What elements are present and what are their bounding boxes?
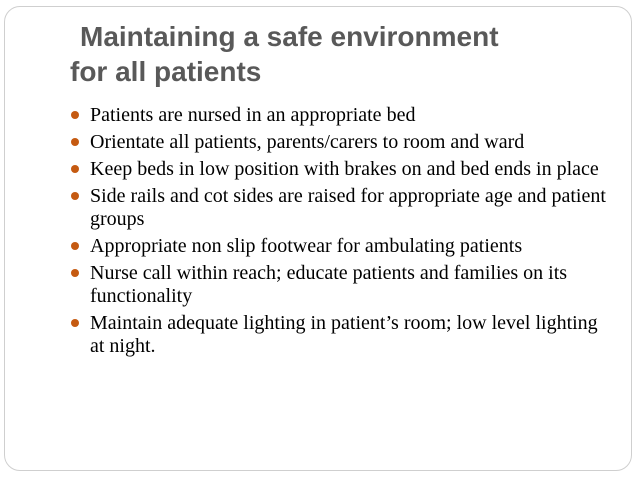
bullet-dot-icon xyxy=(71,242,79,250)
bullet-dot-icon xyxy=(71,165,79,173)
bullet-text: Side rails and cot sides are raised for appropriate age and patient groups xyxy=(90,185,606,230)
bullet-item xyxy=(70,131,610,154)
bullet-item xyxy=(70,235,610,258)
bullet-text: Nurse call within reach; educate patients and families on its functionality xyxy=(90,262,568,307)
slide-title xyxy=(70,19,600,89)
bullet-item xyxy=(70,312,610,358)
slide-title-line-2: for all patients xyxy=(70,56,262,87)
bullet-list xyxy=(70,104,610,362)
bullet-dot-icon xyxy=(71,111,79,119)
bullet-text: Maintain adequate lighting in patient’s room; low level lighting at night. xyxy=(90,312,598,357)
bullet-text: Keep beds in low position with brakes on and bed ends in place xyxy=(90,158,599,180)
bullet-dot-icon xyxy=(71,138,79,146)
bullet-item xyxy=(70,262,610,308)
bullet-text: Appropriate non slip footwear for ambulating patients xyxy=(90,235,523,257)
bullet-text: Patients are nursed in an appropriate bed xyxy=(90,104,416,126)
bullet-dot-icon xyxy=(71,192,79,200)
bullet-item xyxy=(70,158,610,181)
bullet-item xyxy=(70,104,610,127)
slide-title-line-1: Maintaining a safe environment xyxy=(80,21,499,52)
bullet-item xyxy=(70,185,610,231)
bullet-text: Orientate all patients, parents/carers to room and ward xyxy=(90,131,525,153)
bullet-dot-icon xyxy=(71,319,79,327)
bullet-dot-icon xyxy=(71,269,79,277)
